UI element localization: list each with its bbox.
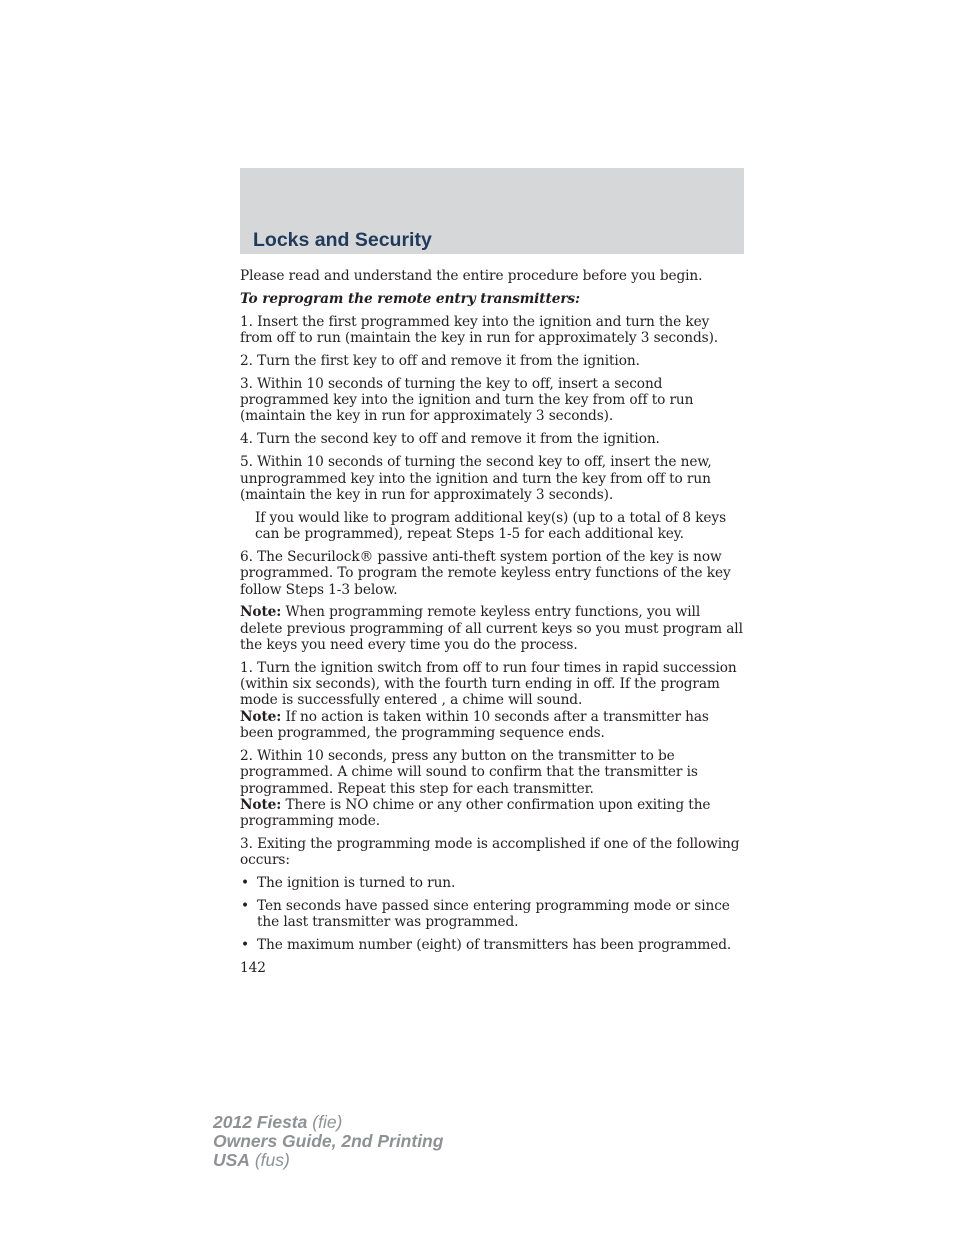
step-a2: 2. Turn the first key to off and remove it from the ignition. bbox=[240, 352, 640, 369]
section-header-band bbox=[240, 168, 744, 254]
footer-line-3 bbox=[213, 1151, 443, 1170]
document-footer bbox=[213, 1113, 443, 1170]
procedure-subheading: To reprogram the remote entry transmitters: bbox=[240, 290, 580, 307]
step-a1: 1. Insert the first programmed key into the ignition and turn the key from off to run (maintain the key in run for approximately 3 seconds). bbox=[240, 313, 719, 347]
page-content bbox=[240, 268, 744, 976]
note-label: Note: bbox=[240, 604, 282, 621]
note-text-1: When programming remote keyless entry functions, you will delete previous programming of all current keys so you must program all the keys you need every time you do the process. bbox=[240, 604, 743, 653]
list-item-text: The ignition is turned to run. bbox=[257, 875, 456, 892]
step-a5: 5. Within 10 seconds of turning the second key to off, insert the new, unprogrammed key into the ignition and turn the key from off to run (maintain the key in run for approximately 3 seconds). bbox=[240, 454, 712, 503]
note-label: Note: bbox=[240, 796, 282, 813]
additional-keys-paragraph: If you would like to program additional key(s) (up to a total of 8 keys can be programmed), repeat Steps 1-5 for each additional key. bbox=[255, 509, 726, 543]
list-item bbox=[240, 937, 744, 953]
footer-model-code: (fie) bbox=[312, 1112, 343, 1132]
step-b1: 1. Turn the ignition switch from off to run four times in rapid succession (within six seconds), with the fourth turn ending in off. If the program mode is successfully entered , a chime will sound. bbox=[240, 659, 737, 709]
footer-line-2: Owners Guide, 2nd Printing bbox=[213, 1131, 444, 1151]
step-a3: 3. Within 10 seconds of turning the key to off, insert a second programmed key into the ignition and turn the key from off to run (maintain the key in run for approximately 3 seconds). bbox=[240, 375, 694, 425]
bullet-icon: • bbox=[241, 937, 249, 954]
list-item-text: Ten seconds have passed since entering programming mode or since the last transmitter was programmed. bbox=[257, 898, 730, 931]
bullet-icon: • bbox=[241, 898, 249, 915]
page-number: 142 bbox=[240, 960, 266, 977]
footer-line-1 bbox=[213, 1113, 443, 1132]
step-a6: 6. The Securilock® passive anti-theft system portion of the key is now programmed. To program the remote keyless entry functions of the key follow Steps 1-3 below. bbox=[240, 548, 731, 598]
bullet-icon: • bbox=[241, 875, 249, 892]
note-text-2: If no action is taken within 10 seconds after a transmitter has been programmed, the programming sequence ends. bbox=[240, 708, 709, 742]
note-paragraph-2 bbox=[240, 709, 744, 742]
footer-region-code: (fus) bbox=[254, 1150, 290, 1170]
list-item bbox=[240, 875, 744, 891]
intro-paragraph: Please read and understand the entire procedure before you begin. bbox=[240, 268, 703, 284]
footer-region: USA bbox=[213, 1150, 250, 1170]
list-item bbox=[240, 898, 744, 931]
note-label: Note: bbox=[240, 708, 282, 725]
note-text-3: There is NO chime or any other confirmation upon exiting the programming mode. bbox=[240, 796, 711, 830]
section-title: Locks and Security bbox=[253, 229, 432, 251]
list-item-text: The maximum number (eight) of transmitters has been programmed. bbox=[257, 937, 732, 954]
step-b3: 3. Exiting the programming mode is accomplished if one of the following occurs: bbox=[240, 836, 740, 869]
note-paragraph-3 bbox=[240, 797, 744, 830]
step-a4: 4. Turn the second key to off and remove it from the ignition. bbox=[240, 431, 660, 448]
step-b2: 2. Within 10 seconds, press any button on the transmitter to be programmed. A chime will sound to confirm that the transmitter is programmed. Repeat this step for each transmitter. bbox=[240, 747, 698, 797]
note-paragraph-1 bbox=[240, 604, 744, 653]
footer-model: 2012 Fiesta bbox=[213, 1112, 308, 1132]
exit-conditions-list bbox=[240, 875, 744, 953]
